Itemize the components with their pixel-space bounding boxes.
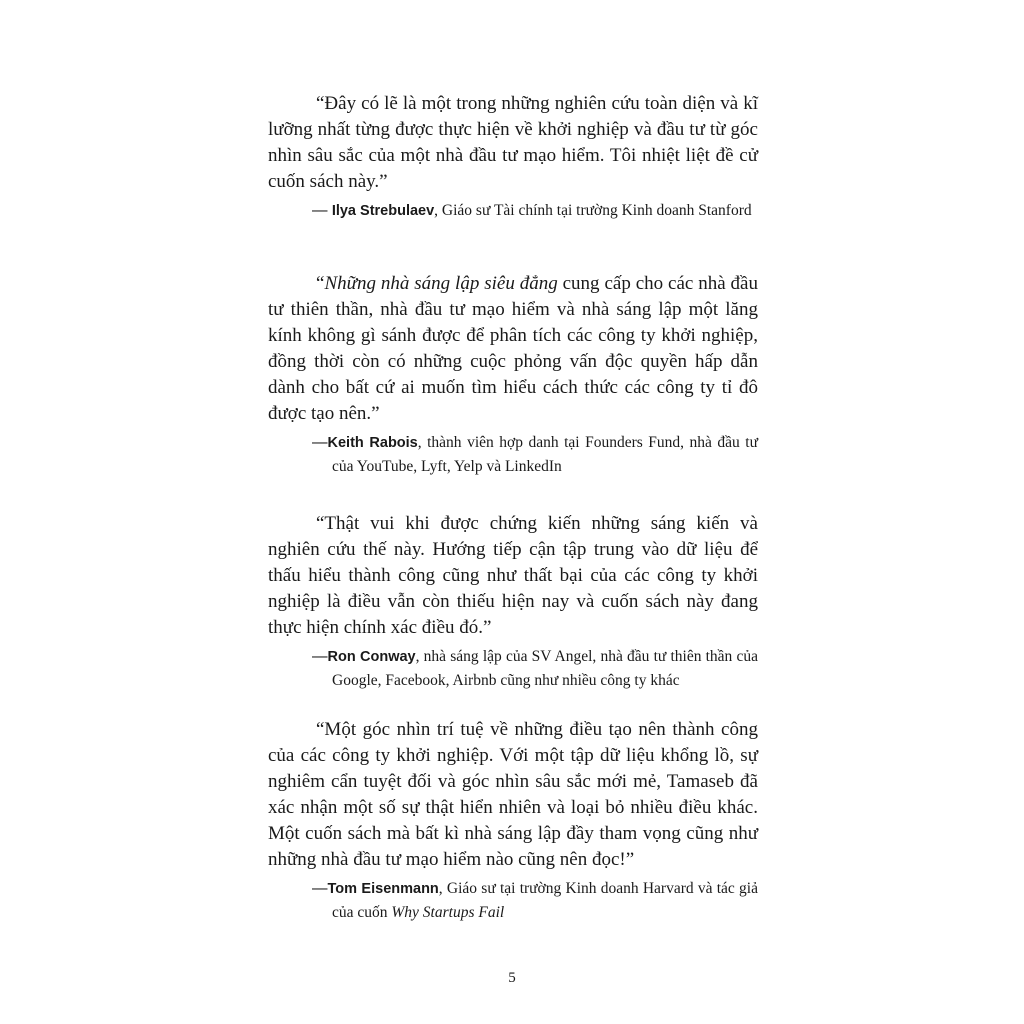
attribution-dash: — <box>312 202 332 219</box>
attribution <box>312 431 758 479</box>
attribution <box>312 199 758 223</box>
open-quote-mark: “ <box>316 273 325 294</box>
endorsement-1 <box>268 91 758 223</box>
endorsement-2 <box>268 271 758 479</box>
attribution-role: , thành viên hợp danh tại Founders Fund, nhà đầu tư của YouTube, Lyft, Yelp và LinkedIn <box>332 434 758 475</box>
attribution-name: Tom Eisenmann <box>327 881 439 897</box>
page-number: 5 <box>508 970 516 986</box>
quote-text: “Một góc nhìn trí tuệ về những điều tạo nên thành công của các công ty khởi nghiệp. Với một tập dữ liệu khổng lồ, sự nghiêm cẩn tuyệt đối và góc nhìn sâu sắc mới mẻ, Tamaseb đã xác nhận một số sự thật hiển nhiên và loại bỏ nhiều điều khác. Một cuốn sách mà bất kì nhà sáng lập đầy tham vọng cũng như những nhà đầu tư mạo hiểm nào cũng nên đọc!” <box>268 719 758 870</box>
attribution-dash: — <box>312 434 328 451</box>
attribution-book-title: Why Startups Fail <box>391 904 505 921</box>
attribution-dash: — <box>312 648 328 665</box>
attribution-name: Ilya Strebulaev <box>331 203 435 219</box>
book-title: Những nhà sáng lập siêu đẳng <box>324 273 558 294</box>
attribution <box>312 877 758 925</box>
attribution-dash: — <box>312 880 328 897</box>
endorsement-3 <box>268 511 758 693</box>
quote-body: cung cấp cho các nhà đầu tư thiên thần, nhà đầu tư mạo hiểm và nhà sáng lập một lăng kính không gì sánh được để phân tích các công ty khởi nghiệp, đồng thời còn có những cuộc phỏng vấn độc quyền hấp dẫn dành cho bất cứ ai muốn tìm hiểu cách thức các công ty tỉ đô được tạo nên.” <box>268 273 758 424</box>
attribution-role: , Giáo sư Tài chính tại trường Kinh doanh Stanford <box>434 202 752 219</box>
attribution-name: Ron Conway <box>327 649 416 665</box>
endorsement-4 <box>268 717 758 925</box>
attribution-role: , Giáo sư tại trường Kinh doanh Harvard và tác giả của cuốn <box>332 880 758 921</box>
quote-text: “Đây có lẽ là một trong những nghiên cứu toàn diện và kĩ lưỡng nhất từng được thực hiện về khởi nghiệp và đầu tư từ góc nhìn sâu sắc của một nhà đầu tư mạo hiểm. Tôi nhiệt liệt đề cử cuốn sách này.” <box>268 93 758 192</box>
attribution-name: Keith Rabois <box>327 435 418 451</box>
attribution <box>312 645 758 693</box>
quote-text <box>268 271 758 427</box>
attribution-role: , nhà sáng lập của SV Angel, nhà đầu tư thiên thần của Google, Facebook, Airbnb cũng như nhiều công ty khác <box>332 648 759 689</box>
quote-text: “Thật vui khi được chứng kiến những sáng kiến và nghiên cứu thế này. Hướng tiếp cận tập trung vào dữ liệu để thấu hiểu thành công cũng như thất bại của các công ty khởi nghiệp là điều vẫn còn thiếu hiện nay và cuốn sách này đang thực hiện chính xác điều đó.” <box>268 513 758 638</box>
